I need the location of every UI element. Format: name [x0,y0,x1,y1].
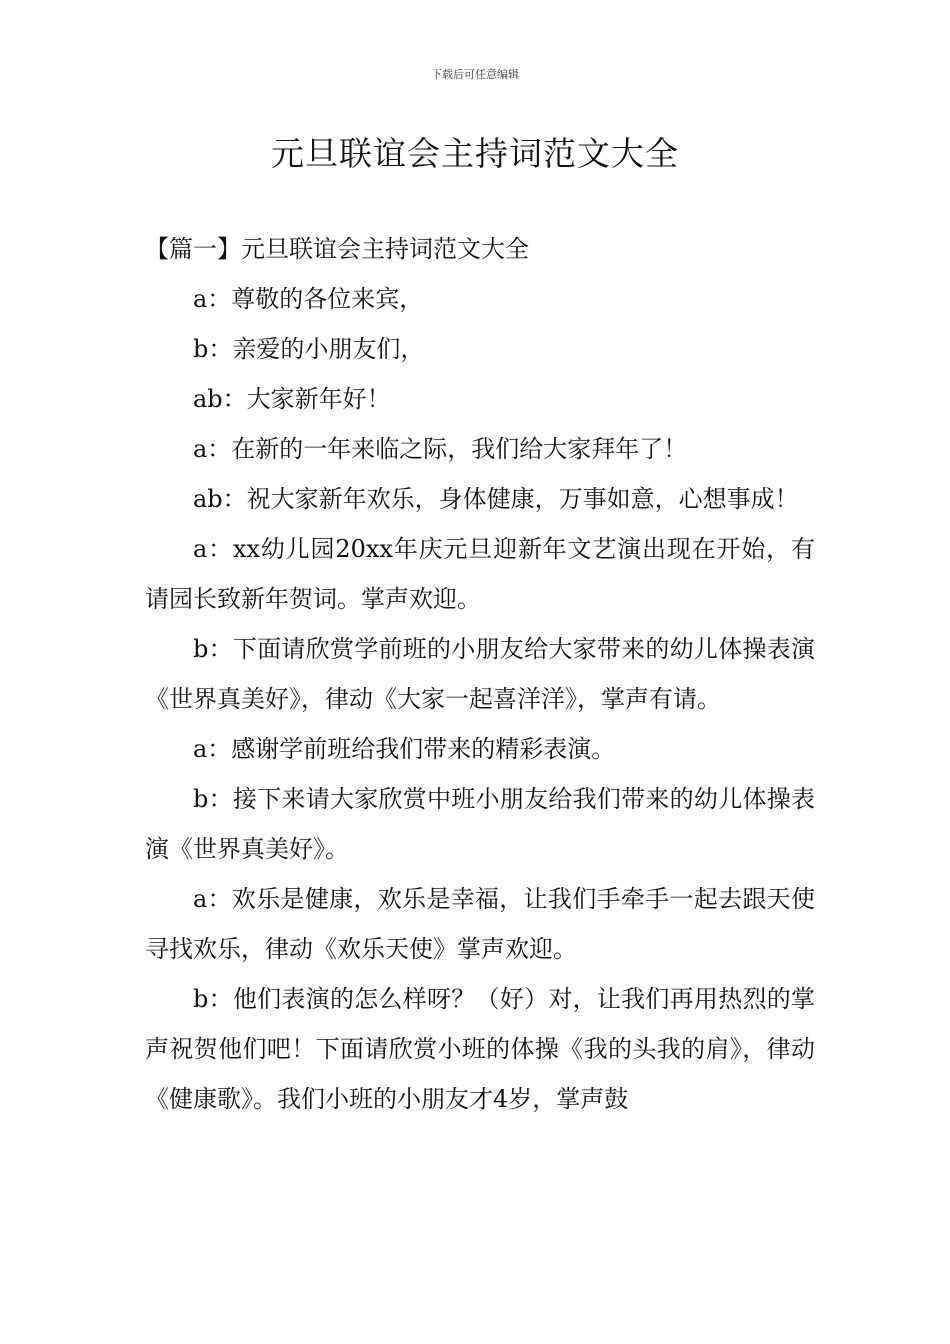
paragraph: b：接下来请大家欣赏中班小朋友给我们带来的幼儿体操表演《世界真美好》。 [145,785,815,863]
paragraph: a：尊敬的各位来宾， [193,285,424,313]
document-title: 元旦联谊会主持词范文大全 [271,134,679,173]
paragraph: a：在新的一年来临之际，我们给大家拜年了！ [193,435,688,463]
paragraph: ab：大家新年好！ [193,385,391,413]
document-body [145,224,815,1124]
paragraph: ab：祝大家新年欢乐，身体健康，万事如意，心想事成！ [193,485,799,513]
paragraph: a：xx幼儿园20xx年庆元旦迎新年文艺演出现在开始，有请园长致新年贺词。掌声欢迎。 [145,535,815,613]
paragraph: b：亲爱的小朋友们， [193,335,425,363]
paragraph: a：欢乐是健康，欢乐是幸福，让我们手牵手一起去跟天使寻找欢乐，律动《欢乐天使》掌声欢迎。 [145,885,815,963]
section-heading: 【篇一】元旦联谊会主持词范文大全 [145,235,529,263]
paragraph: b：他们表演的怎么样呀？（好）对，让我们再用热烈的掌声祝贺他们吧！下面请欣赏小班的体操《我的头我的肩》，律动《健康歌》。我们小班的小朋友才4岁，掌声鼓 [145,985,815,1113]
paragraph: a：感谢学前班给我们带来的精彩表演。 [193,735,616,763]
paragraph: b：下面请欣赏学前班的小朋友给大家带来的幼儿体操表演《世界真美好》，律动《大家一起喜洋洋》，掌声有请。 [145,635,815,713]
page-header-note: 下载后可任意编辑 [431,68,519,81]
